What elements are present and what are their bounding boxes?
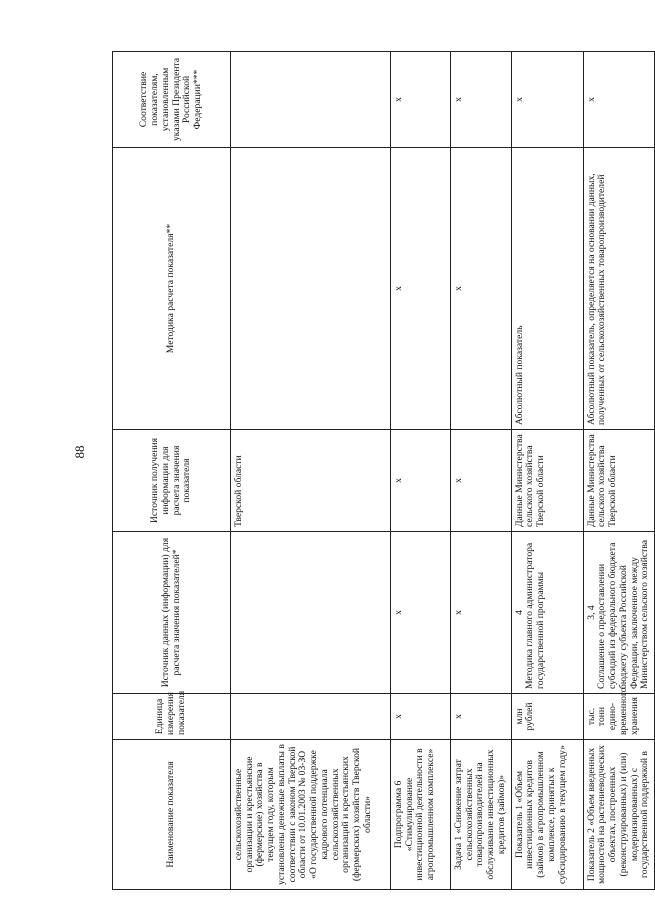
cell-source: х — [391, 532, 451, 694]
table-row — [511, 52, 583, 890]
cell-compliance: х — [391, 52, 451, 148]
indicator-table — [112, 51, 655, 890]
cell-info-source: х — [451, 430, 512, 532]
cell-source: х — [451, 532, 512, 694]
cell-source-text: Методика главного администратора государственной программы — [524, 542, 547, 689]
cell-source-number: 3, 4 — [585, 605, 597, 620]
cell-unit: х — [391, 694, 451, 740]
cell-method: х — [451, 148, 512, 430]
indicator-table-region — [112, 52, 651, 890]
cell-name: Показатель 1 «Объем инвестиционных кредитов (займов) в агропромышленном комплексе, принятых к субсидированию в текущем году» — [511, 740, 583, 890]
cell-unit — [231, 694, 391, 740]
table-row — [391, 52, 451, 890]
cell-compliance: х — [451, 52, 512, 148]
cell-method: Абсолютный показатель — [511, 148, 583, 430]
cell-name: Показатель 2 «Объем введенных мощностей на растениеводческих объектах, построенных (реконструированных) и (или) модернизированных) с государственной поддержкой в — [583, 740, 654, 890]
cell-info-source: х — [391, 430, 451, 532]
table-row — [451, 52, 512, 890]
header-unit: Единица измерения показателя — [113, 694, 231, 740]
cell-info-source: Тверской области — [231, 430, 391, 532]
header-row — [113, 52, 231, 890]
cell-name: Задача 1 «Снижение затрат сельскохозяйственных товаропроизводителей на обслуживание инвестиционных кредитов (займов)» — [451, 740, 512, 890]
header-compliance: Соответствие показателям, установленным указами Президента Российской Федерации*** — [113, 52, 231, 148]
cell-unit: тыс. тонн едино-временного хранения — [583, 694, 654, 740]
table-row — [583, 52, 654, 890]
cell-name: Подпрограмма 6 «Стимулирование инвестиционной деятельности в агропромышленном комплексе» — [391, 740, 451, 890]
cell-method — [231, 148, 391, 430]
table-row — [231, 52, 391, 890]
cell-source-number: 4 — [513, 610, 525, 615]
cell-unit: х — [451, 694, 512, 740]
cell-compliance — [231, 52, 391, 148]
header-name: Наименование показателя — [113, 740, 231, 890]
cell-source — [511, 532, 583, 694]
header-method: Методика расчета показателя** — [113, 148, 231, 430]
page-number: 88 — [72, 445, 87, 459]
cell-source-text: Соглашение о предоставлении субсидий из федерального бюджета бюджету субъекта Российской Федерации, заключенное между Министерством сельского хозяйства — [596, 539, 651, 689]
cell-source — [231, 532, 391, 694]
header-info-source: Источник получения информации для расчета значения показателя — [113, 430, 231, 532]
cell-info-source: Данные Министерства сельского хозяйства Тверской области — [583, 430, 654, 532]
cell-method: х — [391, 148, 451, 430]
cell-compliance: х — [511, 52, 583, 148]
cell-unit: млн рублей — [511, 694, 583, 740]
cell-method: Абсолютный показатель, определяется на основании данных, полученных от сельскохозяйственных товаропроизводителей — [583, 148, 654, 430]
cell-info-source: Данные Министерства сельского хозяйства Тверской области — [511, 430, 583, 532]
cell-name: сельскохозяйственные организации и крестьянские (фермерские) хозяйства в текущем году, которым установлены денежные выплаты в соответствии с законом Тверской области от 10.01.2003 № 03-ЗО «О государственной поддержке кадрового потенциала сельскохозяйственных организаций и крестьянских (фермерских) хозяйств Тверской области» — [231, 740, 391, 890]
cell-compliance: х — [583, 52, 654, 148]
cell-source — [583, 532, 654, 694]
header-source: Источник данных (информации) для расчета значения показателей* — [113, 532, 231, 694]
